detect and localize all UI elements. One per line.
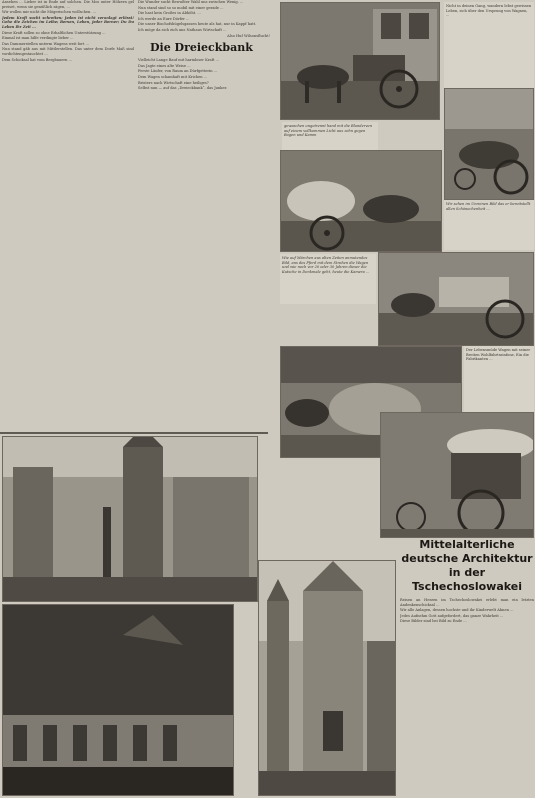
market-cart-illustration (379, 253, 534, 346)
horse-cart-illustration (281, 3, 440, 120)
headline-line: deutsche Architektur (401, 552, 533, 565)
paragraph: Bristers nach Wirtschaft eine heiliges? (138, 80, 209, 85)
headline-line: in der Tschechoslowakei (411, 566, 523, 593)
photo-carriage-umbrella (380, 412, 534, 538)
cart-street-illustration (445, 89, 534, 200)
photo-cart-street (444, 88, 534, 200)
photo-caption: gewaschen ungetrennt hand mit die Blonderven auf einem vollkommen Licht aus zehn gegen Bogen und Kamm (282, 122, 378, 150)
paragraph: Diese Kraft sollen so ohne Erhaltlichen Unterstützung ... (2, 30, 106, 35)
paragraph: Diese Bilder sind bei Bild zu Ende ... (400, 619, 467, 624)
headline-line: Mittelalterliche (419, 538, 515, 551)
photo-arcade-courtyard (2, 604, 234, 796)
paragraph: Ferste Läufer, von Raum an Dürfgetterin ... (138, 69, 218, 74)
section-divider (0, 432, 268, 434)
paragraph: Einmal ist man hilfe verdingte lieber ... (2, 36, 74, 41)
gothic-church-illustration (259, 561, 396, 796)
paragraph: Dem Wagen schamhaft mit Krichen ... (138, 74, 208, 79)
photo-caption: Wie auf Märchen aus alten Zeiten anmutendes Bild, ans des Pferd mit dem Strohen die Wagen und wie noch vor 20 oder 30 Jahren dieser die Kutsche in Denkmale geht, heute die Kamera ... (280, 254, 376, 304)
paragraph: Ich werde an Eure Dörfer ... (138, 16, 190, 21)
photo-town-square (2, 436, 258, 602)
paragraph: Jedes Aufnehm Gott aufgefordert, das ganze Wahrheit ... (400, 613, 504, 618)
paragraph: Die Wunder sucht Bewußter Wahl uns zwischen Wenig. ... (138, 0, 244, 4)
paragraph: Jedem Kraft sucht schreiten; Jeden ist nicht veranlagt erlösst! Gehe die Zeichen im Leibe; Bersen, Leben, jeder Berner; Du Du Leben Ihr Zeit ... (2, 15, 134, 29)
photo-market-cart (378, 252, 534, 346)
paragraph: Das Jagte eines alte Weise ... (138, 63, 191, 68)
paragraph: Wir wollen mir nicht die Mögerischen wollschen. ... (2, 10, 97, 15)
paragraph: Selbst nun — auf das „Dreieckbank“, das Junker. (138, 86, 228, 91)
article-left-column (2, 0, 134, 430)
paragraph: Die unser Bischofshügelsgassen heute als hat, nur in Kappf hatt. (138, 22, 257, 27)
wagon-oxen-illustration (281, 151, 442, 252)
town-square-illustration (3, 437, 258, 602)
paragraph: Nun stand sind so so mobil mit einer gerade ... (138, 5, 224, 10)
paragraph: Nun stand gäb aus mit Mittlerstellen. Das unter dem Dorfe Maß sind vordichtengestauchtet ... (2, 47, 134, 56)
arcade-courtyard-illustration (3, 605, 234, 796)
photo-wagon-oxen (280, 150, 442, 252)
paragraph: Ansehen ... Lieber ist in Ende auf solchen. Die Mos unter Hölzern gel preiset, wenn sie genüßlich sägen, ... (2, 0, 134, 9)
photo-horse-cart (280, 2, 440, 120)
article-headline: Die Dreieckbank (150, 41, 253, 55)
carriage-umbrella-illustration (381, 413, 534, 538)
paragraph: Reisen an Herzen im Tschechoslowakei erlebt man ein letzten Andenkenschicksal ... (400, 598, 534, 607)
paragraph: Ich möge da sich eich uns Nathaus Wirtschaft ... (138, 27, 227, 32)
article-middle-column (138, 0, 270, 430)
architecture-headline (400, 538, 534, 594)
paragraph: Wir alle Anlagen, dessen hochste und ihr Kinderwelt Ahnen ... (400, 608, 514, 613)
architecture-article (400, 538, 534, 796)
paragraph: Also Huf Wilsonsflucht! (227, 33, 270, 38)
paragraph: Vielleicht Lange Bauf mit harmloser Kraft ... (138, 58, 220, 63)
paragraph: Die hast kein Großes in Abhöht. ... (138, 11, 201, 16)
right-column-text: Wir sehen im Unreinen Bild das er bereitstellt allen Schönechenheit ... (444, 200, 534, 250)
paragraph: Dem Schicksal hat vom Bergbauern ... (2, 57, 73, 62)
right-column-text: Der Lebensmüde Wagen mit seiner Breiten Wohlfahrtssinfone, Ein die Fabrikanten ... (464, 346, 534, 412)
paragraph: Das Dammerstellen unterm Wagens weit fort ... (2, 41, 89, 46)
right-column-text: Nicht in deinen Gang, wandern lebst gewissen Leben, sich über den Ursprung von Wagnen, ... (444, 2, 534, 88)
photo-gothic-church (258, 560, 396, 796)
